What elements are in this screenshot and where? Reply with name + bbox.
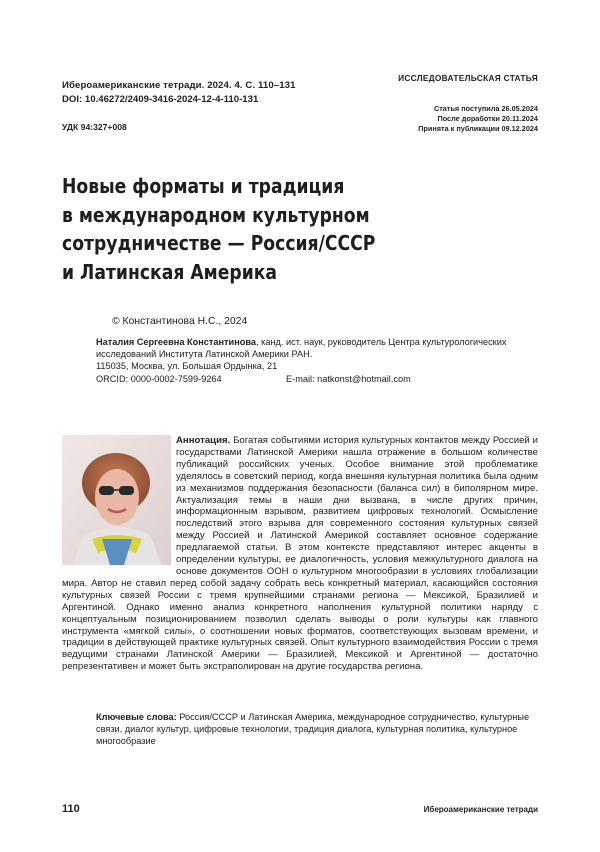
title-line: сотрудничестве — Россия/СССР <box>62 231 376 255</box>
date-accepted: Принята к публикации 09.12.2024 <box>418 124 538 133</box>
footer-journal-name: Ибероамериканские тетради <box>423 805 538 814</box>
copyright-notice: © Константинова Н.С., 2024 <box>112 316 248 327</box>
affiliation-text: , канд. ист. наук, руководитель Центра культурологических исследований Института Латинской Америки РАН. <box>96 337 507 360</box>
abstract-label: Аннотация. <box>176 435 231 446</box>
title-line: и Латинская Америка <box>62 259 278 284</box>
date-revised: После доработки 20.11.2024 <box>437 114 538 123</box>
title-line: в международном культурном <box>62 202 370 227</box>
abstract <box>62 435 538 673</box>
article-title <box>62 172 406 286</box>
author-name: Наталия Сергеевна Константинова <box>96 337 256 347</box>
author-email[interactable]: E-mail: natkonst@hotmail.com <box>286 374 411 384</box>
keywords <box>96 712 538 748</box>
title-line: Новые форматы и традиция <box>62 174 345 198</box>
doi[interactable]: DOI: 10.46272/2409-3416-2024-12-4-110-131 <box>62 94 259 105</box>
submission-dates <box>418 104 538 134</box>
abstract-text: Богатая событиями история культурных контактов между Россией и государствами Латинской Америки нашла отражение в большом количестве публикаций российских ученых. Особое внимание этой проблематике уделялось в советский период, когда внешняя культурная политика была одним из механизмов поддержания безопасности (баланса сил) в биполярном мире. Актуализация темы в наши дни вызвана, в числе других причин, информационным взрывом, развитием цифровых технологий. Осмысление последствий этого взрыва для современного состояния культурных связей между Россией и Латинской Америкой составляет основное содержание предлагаемой статьи. В этом контексте представляют интерес акценты в определении культуры, ее диалогичность, условия межкультурного диалога на основе документов ООН о культурном многообразии в условиях глобализации мира. Автор не ставил перед собой задачу собрать весь конкретный материал, касающийся состояния культурных связей России с тремя крупнейшими странами региона — Мексикой, Бразилией и Аргентиной. Однако именно анализ конкретного наполнения культурной политики наряду с концептуальным позиционированием позволил сделать выводы о роли культуры как главного инструмента «мягкой силы», о соотношении новых форматов, соответствующих вызовам времени, и традиции в действующей практике культурных связей. Опыт культурного взаимодействия России с тремя ведущими странами Латинской Америки — Бразилией, Мексикой и Аргентиной — достаточно репрезентативен и может быть экстраполирован на другие государства региона. <box>62 435 539 673</box>
page-number: 110 <box>62 803 80 815</box>
author-affiliation <box>96 336 556 360</box>
date-received: Статья поступила 26.05.2024 <box>433 104 538 113</box>
author-orcid[interactable]: ORCID: 0000-0002-7599-9264 <box>96 374 222 384</box>
author-address: 115035, Москва, ул. Большая Ордынка, 21 <box>96 361 278 372</box>
keywords-text: Россия/СССР и Латинская Америка, международное сотрудничество, культурные связи, диалог культур, цифровые технологии, традиция диалога, культурная политика, культурное многообразие <box>96 712 530 746</box>
udk-code: УДК 94:327+008 <box>62 122 127 132</box>
author-info <box>96 336 556 373</box>
article-type-label: ИССЛЕДОВАТЕЛЬСКАЯ СТАТЬЯ <box>398 73 538 83</box>
keywords-label: Ключевые слова: <box>96 712 177 722</box>
photo-spacer <box>62 435 176 575</box>
journal-citation: Ибероамериканские тетради. 2024. 4. С. 110–131 <box>62 80 296 91</box>
